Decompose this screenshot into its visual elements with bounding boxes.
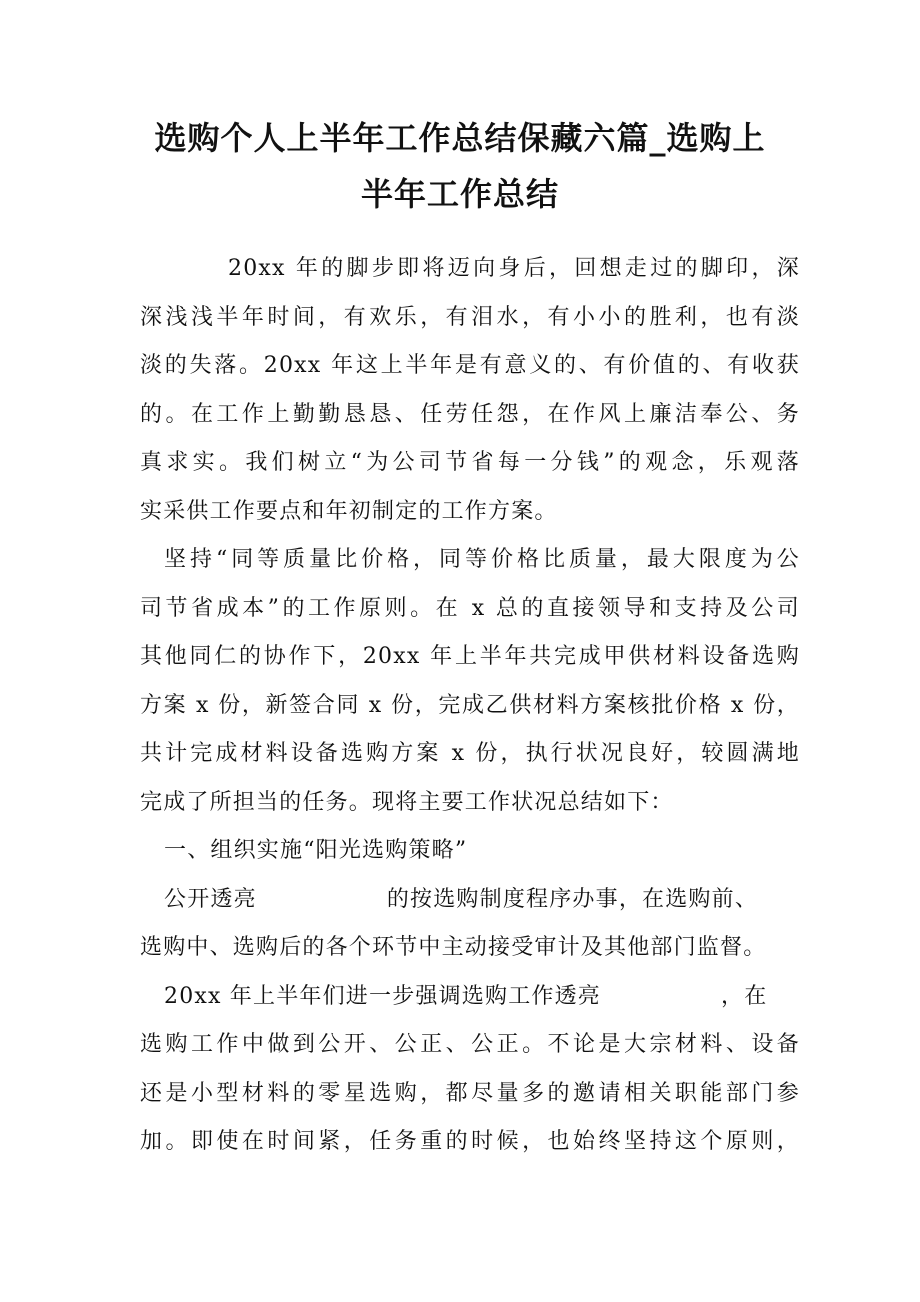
paragraph-2-line: 共计完成材料设备选购方案 x 份，执行状况良好，较圆满地 (140, 741, 800, 766)
paragraph-1-line: 淡的失落。20xx 年这上半年是有意义的、有价值的、有收获 (140, 353, 800, 378)
paragraph-2-line: 完成了所担当的任务。现将主要工作状况总结如下： (140, 789, 674, 815)
paragraph-3-text-b: 的按选购制度程序办事，在选购前、 (386, 886, 759, 912)
paragraph-2-line: 坚持“同等质量比价格，同等价格比质量，最大限度为公 (164, 547, 800, 572)
paragraph-1-line: 的。在工作上勤勤恳恳、任劳任怨，在作风上廉洁奉公、务 (140, 401, 800, 427)
paragraph-3-text-a: 公开透亮 (164, 886, 257, 912)
section-heading-1: 一、组织实施“阳光选购策略” (164, 838, 468, 863)
paragraph-4-line: 选购工作中做到公开、公正、公正。不论是大宗材料、设备 (140, 1032, 800, 1057)
title-line-1: 选购个人上半年工作总结保藏六篇_选购上 (154, 119, 766, 157)
paragraph-1-line: 实采供工作要点和年初制定的工作方案。 (140, 498, 558, 524)
document-body (140, 245, 800, 1167)
paragraph-4-line-1 (140, 973, 800, 1022)
paragraph-3-line-2: 选购中、选购后的各个环节中主动接受审计及其他部门监督。 (140, 935, 767, 960)
paragraph-4-text-b: ，在 (721, 983, 768, 1009)
paragraph-1-line: 深浅浅半年时间，有欢乐，有泪水，有小小的胜利，也有淡 (140, 304, 800, 330)
paragraph-2-line: 司节省成本”的工作原则。在 x 总的直接领导和支持及公司 (140, 595, 800, 621)
paragraph-2-line: 方案 x 份，新签合同 x 份，完成乙供材料方案核批价格 x 份， (140, 692, 800, 718)
document-title (120, 110, 800, 222)
paragraph-1-line: 20xx 年的脚步即将迈向身后，回想走过的脚印，深 (228, 256, 800, 281)
title-line-2: 半年工作总结 (360, 175, 559, 213)
paragraph-3-line-1 (140, 876, 800, 925)
paragraph-1-line: 真求实。我们树立“为公司节省每一分钱”的观念，乐观落 (140, 450, 800, 475)
paragraph-4-line: 还是小型材料的零星选购，都尽量多的邀请相关职能部门参 (140, 1080, 800, 1106)
paragraph-2-line: 其他同仁的协作下，20xx 年上半年共完成甲供材料设备选购 (140, 644, 800, 669)
paragraph-4-line: 加。即使在时间紧，任务重的时候，也始终坚持这个原则， (140, 1129, 800, 1154)
paragraph-4-text-a: 20xx 年上半年们进一步强调选购工作透亮 (164, 983, 602, 1009)
